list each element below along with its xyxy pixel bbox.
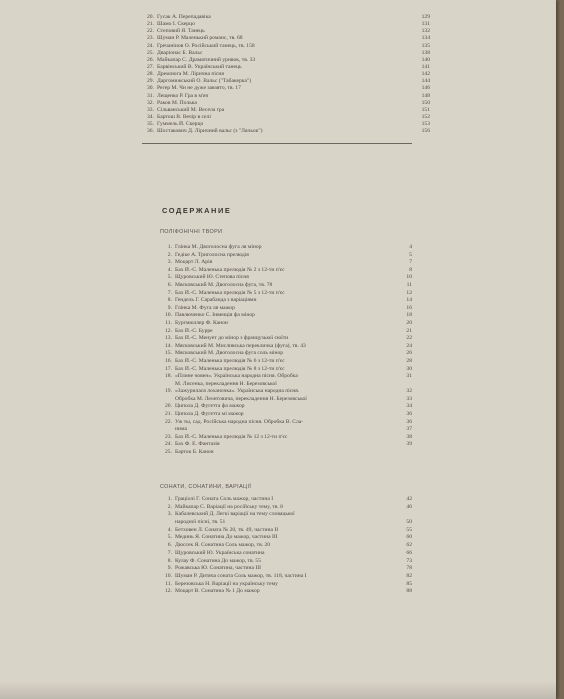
entry-page-number: 42 [406,496,412,502]
toc-entry [160,434,412,442]
entry-title: Рожавська Ю. Сонатина, частина III [175,565,261,572]
toc-entry [160,558,412,566]
polyphonic-section-title: ПОЛІФОНІЧНІ ТВОРИ [160,229,223,235]
entry-title: Ципола Д. Фугетта мі мажор [175,411,244,418]
entry-title: Уж ты, сад. Російська народна пісня. Обробка В. Сла- [175,418,304,425]
entry-title: Даргомижський О. Вальс ("Табакерка") [157,78,252,85]
entry-title: Сільванський М. Весела гра [157,106,225,113]
entry-number: 24. [147,42,154,49]
entry-title: Майкапар С. Варіації на російську тему, тв. 8 [175,503,283,510]
entry-page-number: 78 [406,565,412,572]
entry-page-number: 12 [406,289,412,296]
entry-number: 22. [147,28,154,35]
entry-title: Дремлюга М. Лірична пісня [157,71,224,78]
entry-title: Мясковський М. Двоголосна фуга соль мінор [175,350,284,357]
entry-page-number: 156 [421,128,430,135]
entry-page-number: 132 [421,28,430,35]
entry-page-number: 34 [406,403,412,410]
entry-title: Мясковський М. Двоголосна фуга, тв. 78 [175,281,273,288]
entry-title: Бах Й.-С. Бурре [175,327,213,334]
toc-entry [160,581,412,589]
entry-page-number: 18 [406,312,412,319]
sonatas-section-title: СОНАТИ, СОНАТИНИ, ВАРІАЦІЇ [160,484,252,490]
entry-number: 14. [165,342,172,349]
toc-entry [142,100,430,107]
entry-number: 6. [167,542,172,549]
toc-entry [160,282,412,290]
toc-entry [142,114,430,121]
divider-rule [142,143,412,144]
entry-number: 4. [167,526,172,533]
entry-title: «Зажурилася лоханочка». Українська народна пісня. [175,388,300,395]
entry-page-number: 50 [406,519,412,526]
entry-page-number: 11 [406,281,412,288]
continued-list [142,14,430,135]
entry-page-number: 60 [406,534,412,541]
entry-page-number: 20 [406,319,412,326]
entry-title: Шуман Р. Маленький романс, тв. 68 [157,35,243,42]
entry-title: Моцарт В. Сонатина № 1 До мажор [175,588,260,595]
entry-number: 15. [165,350,172,357]
toc-entry [160,403,412,411]
entry-title: «Плине човен». Українська народна пісня. Обробка [175,373,298,380]
toc-entry [160,441,412,449]
entry-number: 32. [147,99,154,106]
entry-number: 7. [167,549,172,556]
toc-entry [160,305,412,313]
toc-entry [142,121,430,128]
toc-entry [160,259,412,267]
entry-number: 8. [167,557,172,564]
entry-number: 10. [165,572,172,579]
entry-number: 2. [167,251,172,258]
entry-title: Мясковський М. Мисливська перекличка (фуга), тв. 43 [175,342,306,349]
toc-entry [160,550,412,558]
entry-page-number: 62 [406,542,412,549]
entry-title: Бах Й.-С. Маленька прелюдія № 6 з 12-ти п'єс [175,357,285,364]
entry-page-number: 16 [406,304,412,311]
entry-number: 19. [165,388,172,395]
entry-page-number: 140 [421,56,430,63]
entry-page-number: 33 [406,395,412,402]
entry-number: 6. [167,281,172,288]
entry-title: Глінка М. Фуга ля мажор [175,304,235,311]
entry-title: Барток Б. Канон [175,449,214,456]
toc-entry [160,542,412,550]
entry-title: Обробка М. Леонтовича, перекладення Н. Березовської [175,395,307,402]
entry-title: Дюссек Я. Сонатина Соль мажор, тв. 20 [175,542,271,549]
entry-title: Гуммель Й. Скерцо [157,121,204,128]
entry-page-number: 21 [406,327,412,334]
toc-entry [142,64,430,71]
entry-page-number: 24 [406,342,412,349]
entry-page-number: 7 [409,259,412,266]
entry-page-number: 153 [421,121,430,128]
entry-page-number: 55 [406,526,412,533]
entry-page-number: 88 [406,588,412,595]
entry-number: 2. [167,503,172,510]
toc-entry [160,519,412,527]
entry-title: Майкапар С. Драматичний уривок, тв. 33 [157,56,256,63]
entry-page-number: 30 [406,365,412,372]
entry-page-number: 28 [406,357,412,364]
toc-entry [160,373,412,381]
entry-title: Шуман Р. Дитяча соната Соль мажор, тв. 118, частина I [175,572,307,579]
toc-entry [142,35,430,42]
toc-entry [142,50,430,57]
entry-page-number: 4 [409,244,412,250]
entry-page-number: 66 [406,549,412,556]
entry-page-number: 39 [406,441,412,448]
entry-title: М. Лисенка, перекладення Н. Березовської [175,380,277,387]
entry-page-number: 151 [421,106,430,113]
toc-entry [160,496,412,504]
toc-entry [142,85,430,92]
entry-number: 16. [165,357,172,364]
entry-page-number: 148 [421,92,430,99]
toc-entry [142,78,430,85]
entry-page-number: 129 [421,14,430,20]
entry-number: 11. [165,580,172,587]
entry-title: Степовий Я. Танець [157,28,205,35]
toc-entry [160,312,412,320]
toc-entry [160,290,412,298]
toc-entry [160,504,412,512]
toc-entry [160,297,412,305]
toc-entry [142,93,430,100]
entry-number: 7. [167,289,172,296]
entry-page-number: 38 [406,433,412,440]
entry-page-number: 85 [406,580,412,587]
entry-number: 31. [147,92,154,99]
entry-number: 12. [165,327,172,334]
toc-entry [160,388,412,396]
toc-entry [160,274,412,282]
entry-number: 17. [165,365,172,372]
entry-number: 12. [165,588,172,595]
entry-title: Дваріонас Б. Вальс [157,49,203,56]
entry-title: Щуровський Ю. Степова пісня [175,274,249,281]
entry-number: 3. [167,511,172,518]
entry-page-number: 37 [406,426,412,433]
entry-title: Граціолі Г. Соната Соль мажор, частина I [175,496,274,502]
entry-title: Раков М. Полька [157,99,197,106]
toc-entry [160,267,412,275]
polyphonic-list [160,244,412,457]
entry-title: Гусак А. Перепадавіка [157,14,211,20]
toc-entry [160,244,412,252]
entry-title: Гречанінов О. Російський танець, тв. 158 [157,42,255,49]
toc-entry [160,511,412,519]
toc-entry [142,21,430,28]
entry-page-number: 138 [421,49,430,56]
entry-title: Ципола Д. Фугетта фа мажор [175,403,245,410]
entry-title: Бах Ф. Е. Фантазія [175,441,220,448]
entry-number: 20. [165,403,172,410]
entry-page-number: 150 [421,99,430,106]
entry-title: Бартош В. Вечір в селі [157,113,211,120]
toc-entry [142,14,430,21]
entry-number: 13. [165,335,172,342]
toc-entry [160,366,412,374]
toc-entry [160,328,412,336]
toc-entry [160,534,412,542]
toc-entry [160,381,412,389]
entry-number: 21. [147,21,154,28]
toc-entry [142,107,430,114]
toc-entry [142,57,430,64]
entry-number: 29. [147,78,154,85]
entry-title: Глінка М. Двоголосна фуга ля мінор [175,244,262,250]
contents-heading: СОДЕРЖАНИЕ [162,206,232,215]
toc-entry [142,43,430,50]
entry-page-number: 142 [421,71,430,78]
entry-title: Березовська Н. Варіації на українську тему [175,580,278,587]
entry-page-number: 36 [406,418,412,425]
entry-title: Шостакович Д. Ліричний вальс (з "Ляльок") [157,128,263,135]
entry-title: Бургмюллер Ф. Канон [175,319,228,326]
entry-page-number: 36 [406,411,412,418]
entry-page-number: 10 [406,274,412,281]
toc-entry [160,320,412,328]
toc-entry [160,396,412,404]
entry-number: 24. [165,441,172,448]
entry-title: Мединь Я. Сонатина До мажор, частина III [175,534,278,541]
entry-title: Бах Й.-С. Маленька прелюдія № 8 з 12-ти п'єс [175,365,285,372]
entry-number: 26. [147,56,154,63]
entry-number: 8. [167,297,172,304]
entry-page-number: 26 [406,350,412,357]
entry-number: 10. [165,312,172,319]
entry-title: Бах Й.-С. Маленька прелюдія № 2 з 12-ти п'єс [175,266,285,273]
entry-page-number: 82 [406,572,412,579]
toc-entry [160,419,412,427]
entry-number: 28. [147,71,154,78]
toc-entry [160,335,412,343]
toc-entry [160,449,412,457]
page-shadow [0,681,556,699]
entry-number: 9. [167,565,172,572]
entry-title: Регер М. Чи не дуже завзято, тв. 17 [157,85,241,92]
entry-number: 34. [147,113,154,120]
entry-number: 33. [147,106,154,113]
entry-page-number: 73 [406,557,412,564]
entry-title: Бах Й.-С. Менует до мінор з французької сюїти [175,335,289,342]
entry-number: 11. [165,319,172,326]
entry-number: 3. [167,259,172,266]
entry-title: народної пісні, тв. 51 [175,519,226,526]
entry-number: 5. [167,534,172,541]
entry-page-number: 134 [421,35,430,42]
entry-page-number: 5 [409,251,412,258]
entry-title: Бах Й.-С. Маленька прелюдія № 5 з 12-ти п'єс [175,289,285,296]
entry-title: Бетховен Л. Соната № 20, тв. 49, частина II [175,526,279,533]
entry-title: Моцарт Л. Арія [175,259,213,266]
entry-number: 18. [165,373,172,380]
toc-entry [160,411,412,419]
entry-title: Павлюченко С. Інвенція фа мінор [175,312,255,319]
toc-entry [160,358,412,366]
toc-entry [142,128,430,135]
toc-entry [160,565,412,573]
entry-number: 1. [167,244,172,250]
entry-number: 22. [165,418,172,425]
entry-number: 25. [147,49,154,56]
toc-entry [160,573,412,581]
entry-title: Кабалевський Д. Легкі варіації на тему словацької [175,511,295,518]
entry-title: Щуровський Ю. Українська сонатина [175,549,265,556]
entry-title: Лещенко Р. Гра в м'яч [157,92,209,99]
toc-entry [160,343,412,351]
entry-number: 1. [167,496,172,502]
toc-entry [160,350,412,358]
entry-number: 5. [167,274,172,281]
toc-entry [160,426,412,434]
toc-entry [160,588,412,596]
entry-number: 20. [147,14,154,20]
entry-page-number: 152 [421,113,430,120]
entry-page-number: 32 [406,388,412,395]
entry-number: 27. [147,63,154,70]
entry-number: 36. [147,128,154,135]
entry-page-number: 141 [421,63,430,70]
entry-number: 9. [167,304,172,311]
entry-number: 23. [165,433,172,440]
toc-entry [160,527,412,535]
entry-page-number: 31 [406,373,412,380]
entry-page-number: 144 [421,78,430,85]
entry-title: Кулау Ф. Сонатина До мажор, тв. 55 [175,557,262,564]
entry-number: 35. [147,121,154,128]
entry-page-number: 22 [406,335,412,342]
toc-entry [142,28,430,35]
entry-page-number: 146 [421,85,430,92]
entry-page-number: 14 [406,297,412,304]
entry-number: 30. [147,85,154,92]
entry-number: 21. [165,411,172,418]
entry-title: нима [175,426,187,433]
entry-number: 23. [147,35,154,42]
entry-page-number: 135 [421,42,430,49]
entry-number: 25. [165,449,172,456]
entry-title: Гендель Г. Сарабанда з варіаціями [175,297,257,304]
entry-title: Бах Й.-С. Маленька прелюдія № 12 з 12-ти п'єс [175,433,288,440]
sonatas-list [160,496,412,596]
entry-title: Шамо І. Скерцо [157,21,195,28]
entry-title: Гедіке А. Триголосна прелюдія [175,251,249,258]
entry-page-number: 8 [409,266,412,273]
toc-entry [142,71,430,78]
entry-title: Барвінський В. Український танець [157,63,242,70]
entry-page-number: 131 [421,21,430,28]
entry-number: 4. [167,266,172,273]
entry-page-number: 46 [406,503,412,510]
toc-entry [160,252,412,260]
